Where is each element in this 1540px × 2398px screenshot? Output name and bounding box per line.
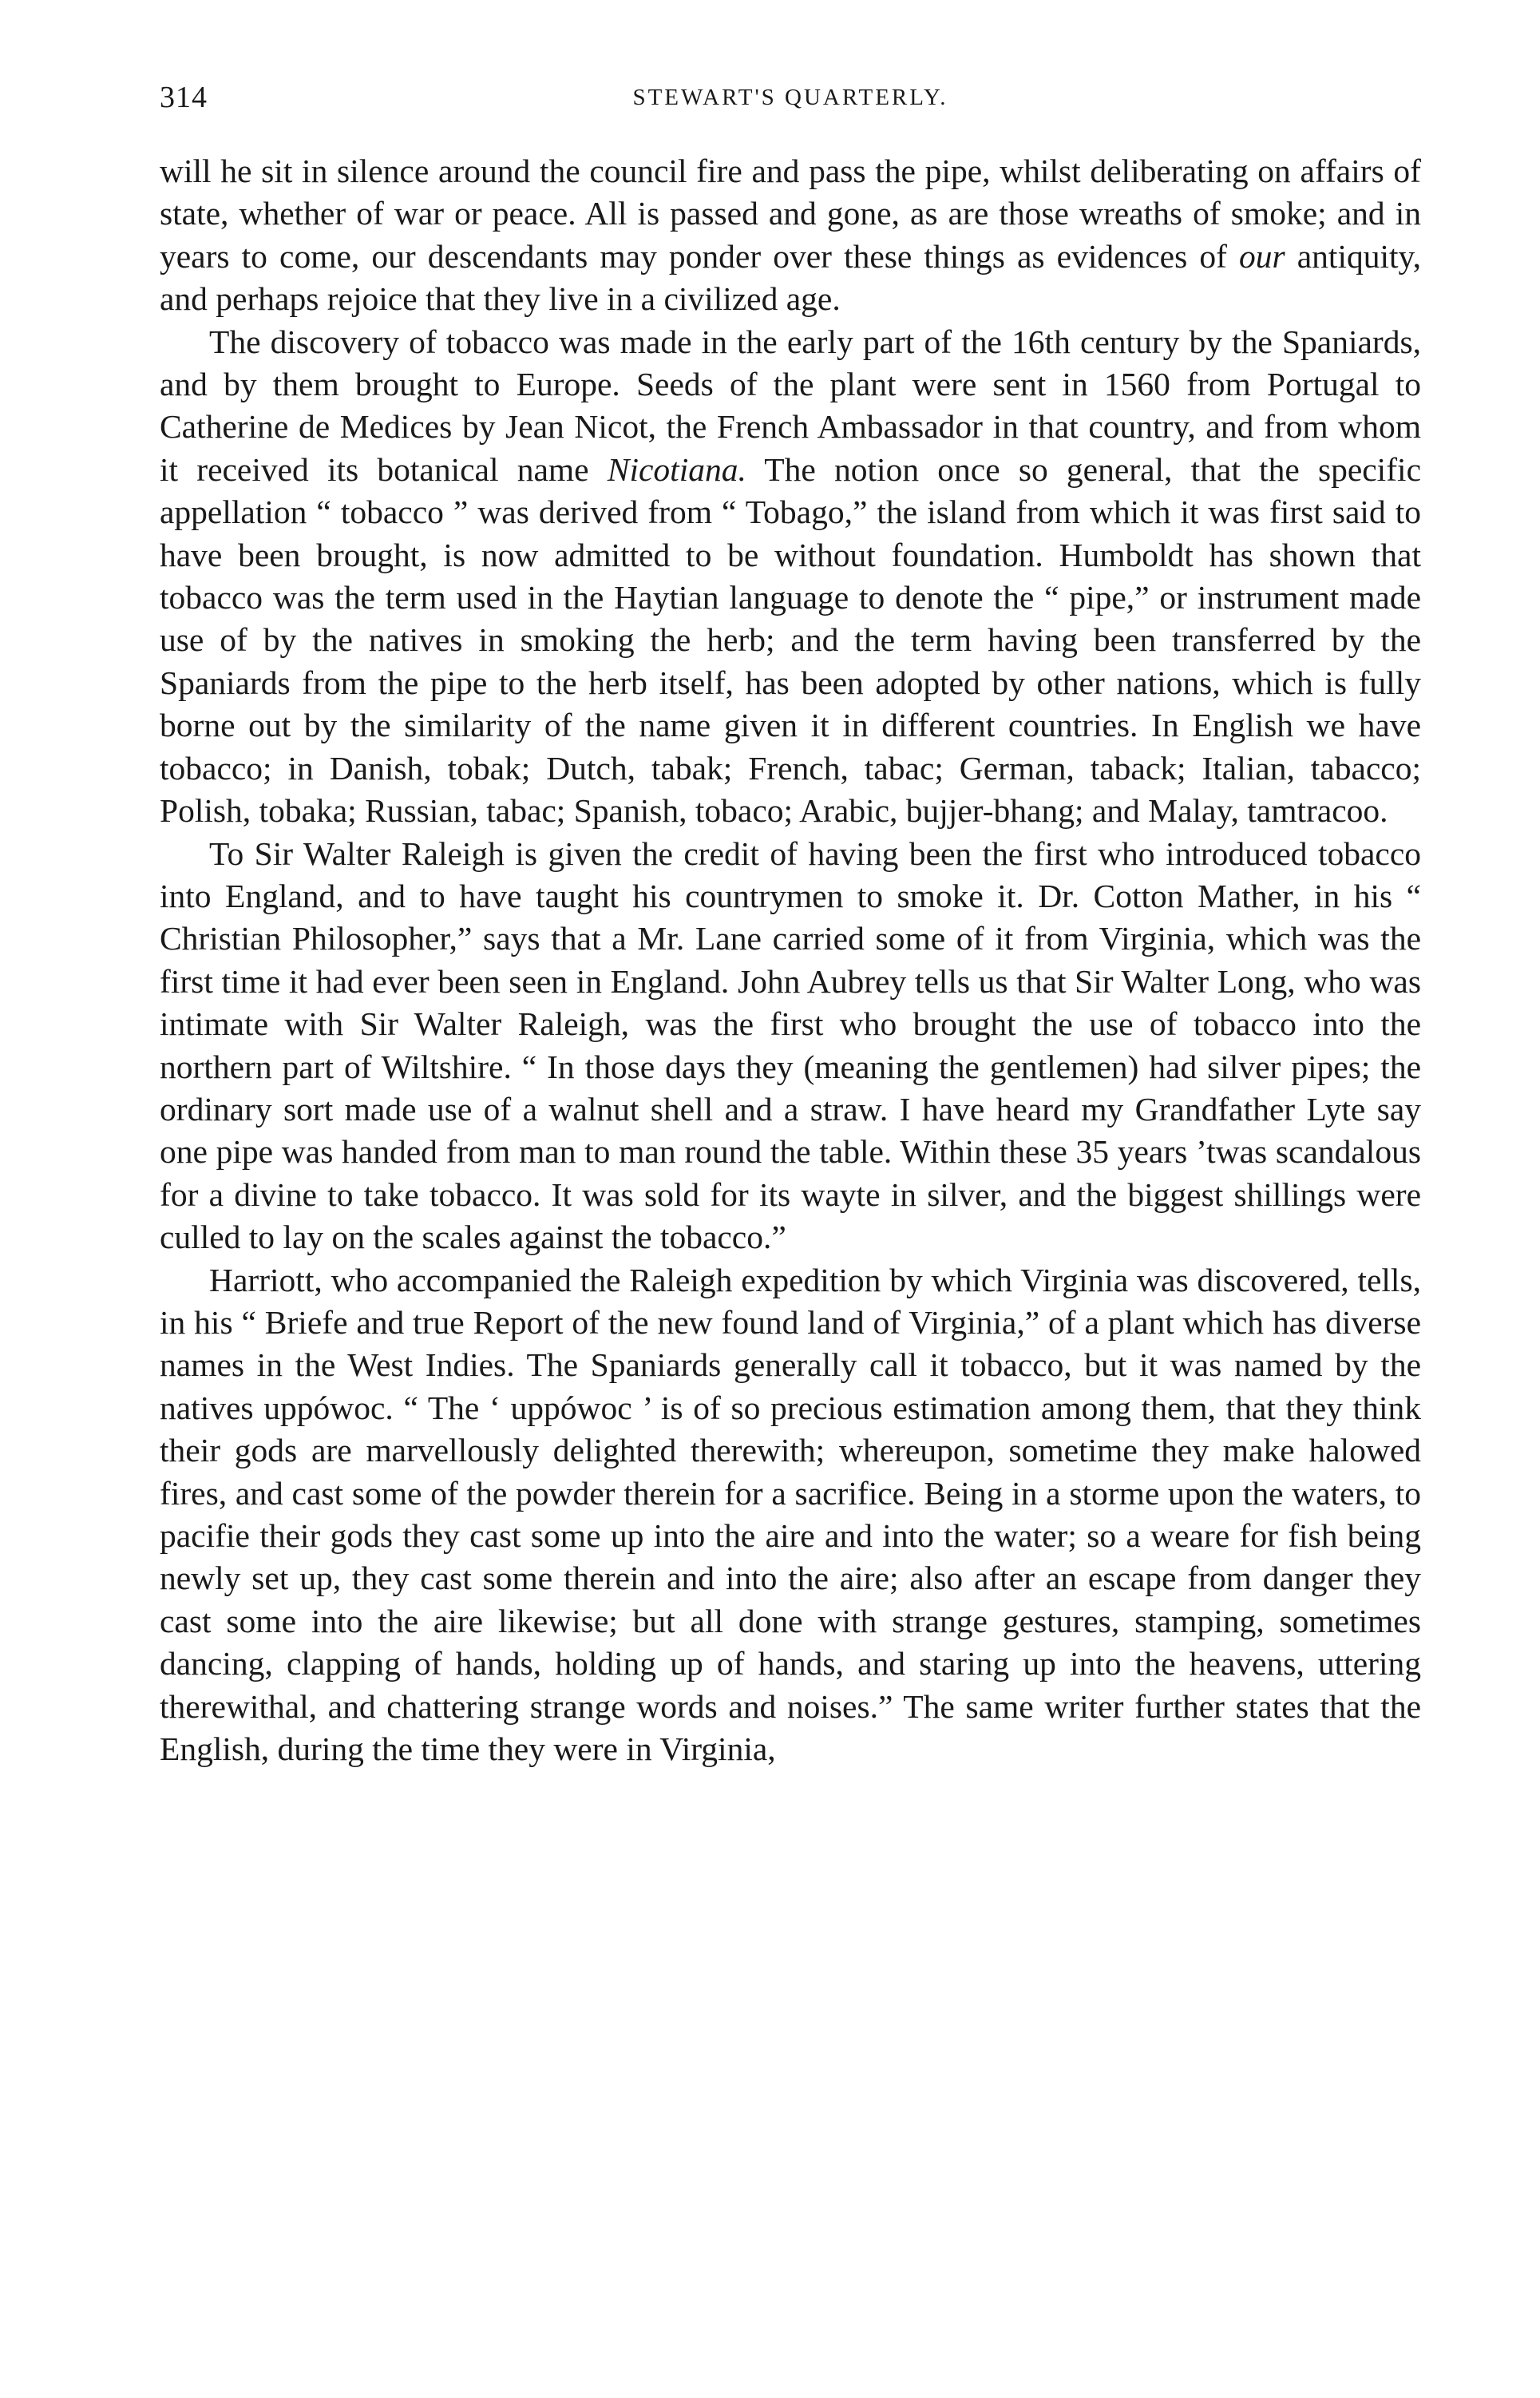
journal-title: STEWART'S QUARTERLY.	[632, 85, 948, 110]
paragraph	[160, 321, 1421, 833]
text-run: To Sir Walter Raleigh is given the credit of having been the first who introduced tobacco into England, and to have taught his countrymen to smoke it. Dr. Cotton Mather, in his “ Christian Philosopher,” says that a Mr. Lane carried some of it from Virginia, which was the first time it had ever been seen in England. John Aubrey tells us that Sir Walter Long, who was intimate with Sir Walter Raleigh, was the first who brought the use of tobacco into the northern part of Wiltshire. “ In those days they (meaning the gentlemen) had silver pipes; the ordinary sort made use of a walnut shell and a straw. I have heard my Grandfather Lyte say one pipe was handed from man to man round the table. Within these 35 years ’twas scandalous for a divine to take tobacco. It was sold for its wayte in silver, and the biggest shillings were culled to lay on the scales against the tobacco.”	[160, 834, 1421, 1256]
text-run: antiquity, and perhaps rejoice that they live in a civilized age.	[160, 237, 1421, 318]
page-number: 314	[160, 81, 208, 114]
italic-run: our	[1239, 237, 1285, 275]
running-head	[160, 80, 1421, 136]
text-run: The notion once so general, that the specific appellation “ tobacco ” was derived from “ Tobago,” the island from which it was first said to have been brought, is now admitted to be without foundation. Humboldt has shown that tobacco was the term used in the Haytian language to denote the “ pipe,” or instrument made use of by the natives in smoking the herb; and the term having been transferred by the Spaniards from the pipe to the herb itself, has been adopted by other nations, which is fully borne out by the similarity of the name given it in different countries. In English we have tobacco; in Danish, tobak; Dutch, tabak; French, tabac; German, taback; Italian, tabacco; Polish, tobaka; Russian, tabac; Spanish, tobaco; Arabic, bujjer-bhang; and Malay, tamtracoo.	[160, 450, 1421, 830]
paragraph	[160, 833, 1421, 1259]
page	[160, 80, 1421, 1770]
italic-run: Nicotiana.	[607, 450, 746, 488]
paragraph	[160, 1259, 1421, 1771]
text-run: Harriott, who accompanied the Raleigh expedition by which Virginia was discovered, tells, in his “ Briefe and true Report of the new found land of Virginia,” of a plant which has diverse names in the West Indies. The Spaniards generally call it tobacco, but it was named by the natives uppówoc. “ The ‘ uppówoc ’ is of so precious estimation among them, that they think their gods are marvellously delighted therewith; whereupon, sometime they make halowed fires, and cast some of the powder therein for a sacrifice. Being in a storme upon the waters, to pacifie their gods they cast some up into the aire and into the water; so a weare for fish being newly set up, they cast some therein and into the aire; also after an escape from danger they cast some into the aire likewise; but all done with strange gestures, stamping, sometimes dancing, clapping of hands, holding up of hands, and staring up into the heavens, uttering therewithal, and chattering strange words and noises.” The same writer further states that the English, during the time they were in Virginia,	[160, 1261, 1421, 1768]
paragraph	[160, 150, 1421, 321]
text-run: The discovery of tobacco was made in the early part of the 16th century by the Spaniards, and by them brought to Europe. Seeds of the plant were sent in 1560 from Portugal to Catherine de Medices by Jean Nicot, the French Ambassador in that country, and from whom it received its botanical name	[160, 323, 1421, 488]
body-text	[160, 150, 1421, 1770]
text-run: will he sit in silence around the council fire and pass the pipe, whilst deliberating on affairs of state, whether of war or peace. All is passed and gone, as are those wreaths of smoke; and in years to come, our descendants may ponder over these things as evidences of	[160, 153, 1421, 275]
